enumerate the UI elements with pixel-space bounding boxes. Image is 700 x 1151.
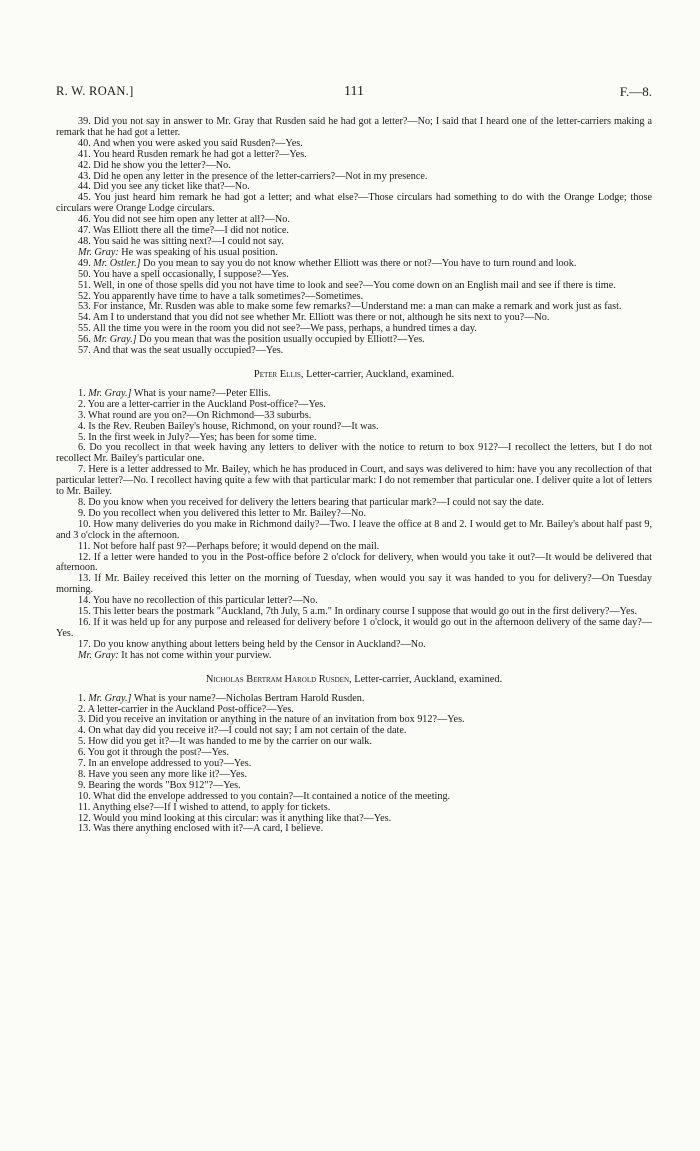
testimony-paragraph: 12. If a letter were handed to you in the Post-office before 2 o'clock for delivery, when would you take it out?—It would be delivered that afternoon. xyxy=(56,551,652,574)
testimony-paragraph: 11. Anything else?—If I wished to attend, to apply for tickets. xyxy=(78,801,331,813)
testimony-paragraph: 8. Do you know when you received for delivery the letters bearing that particular mark?—I could not say the date. xyxy=(78,497,544,508)
testimony-paragraph: 15. This letter bears the postmark "Auckland, 7th July, 5 a.m." In ordinary course I suppose that would go out in the first delivery?—Yes. xyxy=(78,606,638,618)
testimony-paragraph: 5. How did you get it?—It was handed to me by the carrier on our walk. xyxy=(78,736,372,748)
witness-heading-ellis xyxy=(56,369,652,380)
witness-name: Nicholas Bertram Harold Rusden xyxy=(205,673,350,685)
testimony-paragraph: 10. What did the envelope addressed to you contain?—It contained a notice of the meeting. xyxy=(78,790,451,802)
testimony-paragraph: 51. Well, in one of those spells did you not have time to look and see?—You come down on an English mail and see if there is time. xyxy=(78,279,616,291)
testimony-paragraph: 55. All the time you were in the room you did not see?—We pass, perhaps, a hundred times a day. xyxy=(78,323,477,335)
testimony-paragraph: 4. On what day did you receive it?—I could not say; I am not certain of the date. xyxy=(78,725,407,737)
testimony-paragraph: 39. Did you not say in answer to Mr. Gray that Rusden said he had got a letter?—No; I said that I heard one of the letter-carriers making a remark that he had got a letter. xyxy=(56,116,652,138)
testimony-paragraph: 2. You are a letter-carrier in the Auckland Post-office?—Yes. xyxy=(78,398,326,410)
speaker-name: Mr. Gray: xyxy=(78,246,119,258)
testimony-paragraph: 7. Here is a letter addressed to Mr. Bailey, which he has produced in Court, and says was delivered to him: have you any recollection of that particular letter?—No. I recollect having quite a few with that particular mark: I do not remember that particular one. I deliver quite a lot of letters to Mr. Bailey. xyxy=(56,464,653,498)
question-number: 49. xyxy=(78,257,94,269)
testimony-paragraph: 44. Did you see any ticket like that?—No. xyxy=(78,181,250,193)
testimony-paragraph: 13. If Mr. Bailey received this letter on the morning of Tuesday, when would you say it was handed to you for delivery?—On Tuesday morning. xyxy=(56,573,652,596)
testimony-paragraph: 17. Do you know anything about letters being held by the Censor in Auckland?—No. xyxy=(78,638,426,650)
speaker-name: Mr. Gray.] xyxy=(88,387,132,399)
testimony-paragraph: 12. Would you mind looking at this circular: was it anything like that?—Yes. xyxy=(78,812,392,824)
testimony-paragraph: 9. Do you recollect when you delivered this letter to Mr. Bailey?—No. xyxy=(78,507,367,519)
page-number: 111 xyxy=(344,84,364,99)
testimony-paragraph: 6. Do you recollect in that week having any letters to deliver with the notice to return to box 912?—I recollect the letters, but I do not recollect Mr. Bailey's particular one. xyxy=(56,442,652,465)
testimony-paragraph: 45. You just heard him remark he had got a letter; and what else?—Those circulars had something to do with the Orange Lodge; those circulars were Orange Lodge circulars. xyxy=(56,192,652,215)
header-witness-name: R. W. ROAN.] xyxy=(56,84,134,98)
testimony-paragraph: 54. Am I to understand that you did not see whether Mr. Elliott was there or not, although he sits next to you?—No. xyxy=(78,312,550,324)
testimony-paragraph: 53. For instance, Mr. Rusden was able to make some few remarks?—Understand me: a man can make a remark and work just as fast. xyxy=(78,301,622,313)
testimony-section-roan xyxy=(56,117,652,357)
question-text: What is your name?—Peter Ellis. xyxy=(131,387,271,399)
testimony-paragraph: 48. You said he was sitting next?—I could not say. xyxy=(78,235,284,247)
question-text: What is your name?—Nicholas Bertram Harold Rusden. xyxy=(131,692,365,704)
question-text: Do you mean to say you do not know whether Elliott was there or not?—You have to turn round and look. xyxy=(140,257,577,269)
testimony-paragraph: 11. Not before half past 9?—Perhaps before; it would depend on the mail. xyxy=(78,540,380,552)
testimony-paragraph: 9. Bearing the words "Box 912"?—Yes. xyxy=(78,779,241,791)
speaker-remark xyxy=(56,651,652,662)
testimony-paragraph: 3. What round are you on?—On Richmond—33 suburbs. xyxy=(78,409,312,421)
testimony-paragraph: 40. And when you were asked you said Rusden?—Yes. xyxy=(78,137,303,149)
testimony-paragraph: 13. Was there anything enclosed with it?—A card, I believe. xyxy=(78,823,324,835)
speaker-name: Mr. Gray.] xyxy=(93,334,137,346)
testimony-paragraph: 10. How many deliveries do you make in Richmond daily?—Two. I leave the office at 8 and 2. I would get to Mr. Bailey's about half past 9, and 3 o'clock in the afternoon. xyxy=(56,518,652,541)
speaker-name: Mr. Gray: xyxy=(78,649,119,661)
testimony-paragraph: 3. Did you receive an invitation or anything in the nature of an invitation from box 912?—Yes. xyxy=(78,714,465,726)
testimony-paragraph: 42. Did he show you the letter?—No. xyxy=(78,159,231,171)
testimony-paragraph: 7. In an envelope addressed to you?—Yes. xyxy=(78,758,252,770)
remark-text: He was speaking of his usual position. xyxy=(118,246,278,258)
testimony-paragraph xyxy=(56,694,652,705)
witness-heading-rest: , Letter-carrier, Auckland, examined. xyxy=(349,673,503,685)
testimony-paragraph: 4. Is the Rev. Reuben Bailey's house, Richmond, on your round?—It was. xyxy=(78,420,379,432)
page-header xyxy=(56,84,652,104)
question-text: Do you mean that was the position usually occupied by Elliott?—Yes. xyxy=(136,334,425,346)
question-number: 56. xyxy=(78,334,94,346)
testimony-paragraph: 52. You apparently have time to have a talk sometimes?—Sometimes. xyxy=(78,290,364,302)
testimony-section-ellis xyxy=(56,389,652,662)
testimony-paragraph: 16. If it was held up for any purpose and released for delivery before 1 o'clock, it would go out in the afternoon delivery of the same day?—Yes. xyxy=(56,616,652,639)
testimony-paragraph: 41. You heard Rusden remark he had got a letter?—Yes. xyxy=(78,148,307,160)
testimony-paragraph: 43. Did he open any letter in the presence of the letter-carriers?—Not in my presence. xyxy=(78,170,428,182)
testimony-paragraph: 46. You did not see him open any letter at all?—No. xyxy=(78,214,290,226)
testimony-paragraph: 50. You have a spell occasionally, I suppose?—Yes. xyxy=(78,268,289,280)
document-body xyxy=(56,117,652,835)
testimony-paragraph: 2. A letter-carrier in the Auckland Post-office?—Yes. xyxy=(78,703,294,715)
speaker-name: Mr. Ostler.] xyxy=(93,257,141,269)
speaker-name: Mr. Gray.] xyxy=(88,692,132,704)
question-number: 1. xyxy=(78,692,89,704)
testimony-section-rusden xyxy=(56,694,652,836)
witness-name: Peter Ellis xyxy=(253,368,301,380)
testimony-paragraph: 14. You have no recollection of this particular letter?—No. xyxy=(78,595,318,607)
testimony-paragraph: 8. Have you seen any more like it?—Yes. xyxy=(78,768,248,780)
testimony-paragraph: 57. And that was the seat usually occupied?—Yes. xyxy=(78,345,284,357)
testimony-paragraph: 47. Was Elliott there all the time?—I did not notice. xyxy=(78,225,289,237)
witness-heading-rest: , Letter-carrier, Auckland, examined. xyxy=(300,368,455,380)
testimony-paragraph: 6. You got it through the post?—Yes. xyxy=(78,747,229,759)
question-number: 1. xyxy=(78,387,89,399)
header-paper-code: F.—8. xyxy=(619,84,652,99)
remark-text: It has not come within your purview. xyxy=(118,649,272,661)
testimony-paragraph: 5. In the first week in July?—Yes; has been for some time. xyxy=(78,431,317,443)
witness-heading-rusden xyxy=(56,674,652,685)
